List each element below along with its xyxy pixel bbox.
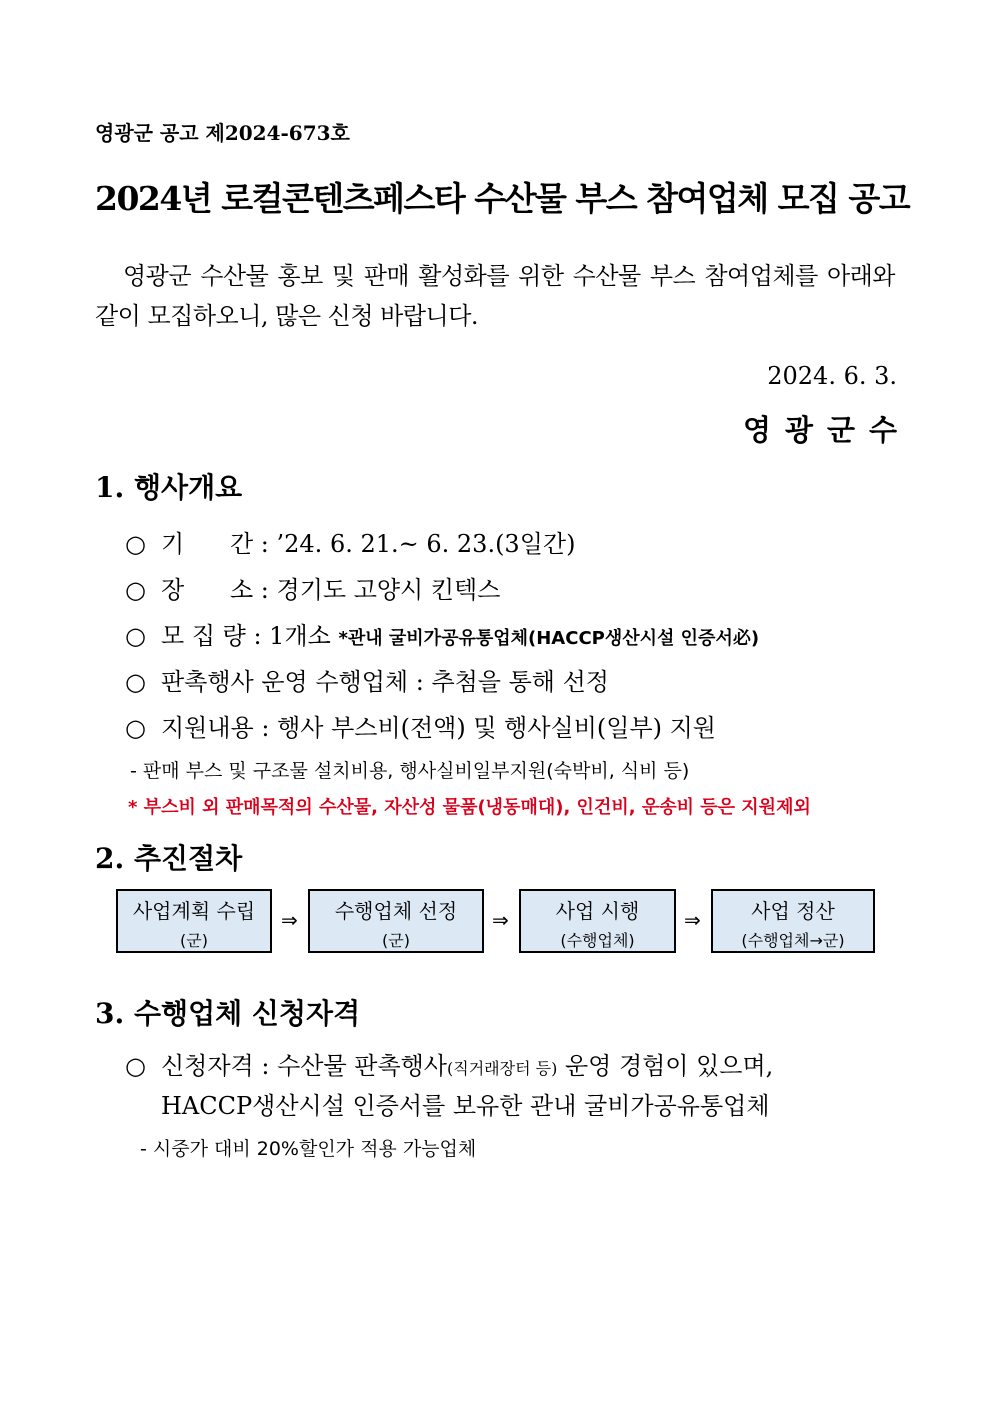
section-3-heading: 3. 수행업체 신청자격 xyxy=(95,997,361,1030)
eligibility-line1-small: (직거래장터 등) xyxy=(447,1059,558,1078)
period-value: : ’24. 6. 21.~ 6. 23.(3일간) xyxy=(260,530,576,558)
bullet-circle-icon: ○ xyxy=(125,576,146,604)
notice-number: 영광군 공고 제2024-673호 xyxy=(95,121,350,145)
section-1-heading: 1. 행사개요 xyxy=(95,471,243,504)
place-value: : 경기도 고양시 킨텍스 xyxy=(260,576,501,604)
bullet-circle-icon: ○ xyxy=(125,530,146,558)
bullet-circle-icon: ○ xyxy=(125,622,146,650)
quantity-item xyxy=(125,616,759,651)
process-step-title: 수행업체 선정 xyxy=(334,899,458,923)
section-2-heading: 2. 추진절차 xyxy=(95,842,243,875)
page-title: 2024년 로컬콘텐츠페스타 수산물 부스 참여업체 모집 공고 xyxy=(95,179,910,218)
process-step xyxy=(519,889,676,953)
place-label: 장 소 xyxy=(161,576,254,604)
place-item xyxy=(125,570,500,605)
quantity-note: *관내 굴비가공유통업체(HACCP생산시설 인증서必) xyxy=(338,628,760,649)
eligibility-detail: - 시중가 대비 20%할인가 적용 가능업체 xyxy=(140,1138,477,1160)
arrow-right-icon: ⇒ xyxy=(492,908,509,932)
support-detail: - 판매 부스 및 구조물 설치비용, 행사실비일부지원(숙박비, 식비 등) xyxy=(130,760,690,782)
eligibility-item xyxy=(125,1046,773,1081)
intro-paragraph: 영광군 수산물 홍보 및 판매 활성화를 위한 수산물 부스 참여업체를 아래와 같이 모집하오니, 많은 신청 바랍니다. xyxy=(95,262,895,330)
bullet-circle-icon: ○ xyxy=(125,714,146,742)
bullet-circle-icon: ○ xyxy=(125,668,146,696)
process-step-actor: (군) xyxy=(180,931,208,950)
quantity-value: : 1개소 xyxy=(253,622,331,650)
process-step-title: 사업 정산 xyxy=(751,899,835,923)
process-step-title: 사업 시행 xyxy=(555,899,640,923)
operator-item xyxy=(125,662,609,697)
support-item xyxy=(125,708,716,743)
eligibility-line1: 신청자격 : 수산물 판촉행사 xyxy=(161,1052,447,1080)
process-step-title: 사업계획 수립 xyxy=(132,899,256,923)
notice-date: 2024. 6. 3. xyxy=(767,362,897,390)
eligibility-line1-end: 운영 경험이 있으며, xyxy=(557,1052,774,1080)
exclusion-note: * 부스비 외 판매목적의 수산물, 자산성 물품(냉동매대), 인건비, 운송비 등은 지원제외 xyxy=(128,797,811,818)
process-step xyxy=(308,889,484,953)
eligibility-line2: HACCP생산시설 인증서를 보유한 관내 굴비가공유통업체 xyxy=(161,1092,770,1120)
period-label: 기 간 xyxy=(161,530,254,558)
process-step xyxy=(711,889,875,953)
period-item xyxy=(125,524,575,559)
process-step xyxy=(116,889,272,953)
arrow-right-icon: ⇒ xyxy=(281,908,298,932)
process-step-actor: (수행업체→군) xyxy=(741,931,845,950)
process-step-actor: (군) xyxy=(382,931,410,950)
arrow-right-icon: ⇒ xyxy=(684,908,701,932)
signer: 영광군수 xyxy=(742,413,911,447)
process-step-actor: (수행업체) xyxy=(560,931,635,950)
bullet-circle-icon: ○ xyxy=(125,1052,146,1080)
support-text: 지원내용 : 행사 부스비(전액) 및 행사실비(일부) 지원 xyxy=(161,714,716,742)
quantity-label: 모 집 량 xyxy=(161,622,246,650)
operator-text: 판촉행사 운영 수행업체 : 추첨을 통해 선정 xyxy=(161,668,609,696)
